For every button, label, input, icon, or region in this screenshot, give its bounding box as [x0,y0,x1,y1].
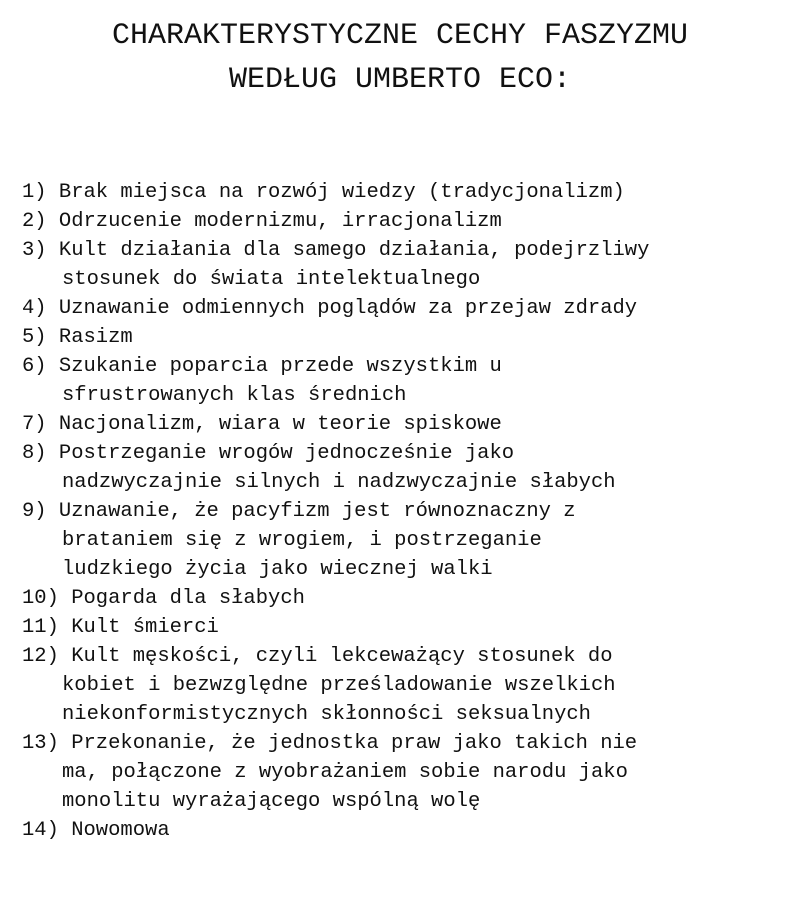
list-item [22,729,792,816]
list-item-text: 12) Kult męskości, czyli lekceważący stosunek do [22,645,613,668]
title-line: WEDŁUG UMBERTO ECO: [228,63,572,97]
list-item-continuation: nadzwyczajnie silnych i nadzwyczajnie słabych [62,471,616,494]
list-item-continuation: kobiet i bezwzględne prześladowanie wszelkich [62,674,616,697]
list-item-text: 10) Pogarda dla słabych [22,587,305,610]
list-item [22,294,792,323]
list-item [22,236,792,294]
fascism-traits-list [22,178,792,845]
list-item-text: 14) Nowomowa [22,819,170,842]
list-item-text: 11) Kult śmierci [22,616,219,639]
list-item-continuation: ma, połączone z wyobrażaniem sobie narodu jako [62,761,628,784]
list-item-text: 1) Brak miejsca na rozwój wiedzy (tradycjonalizm) [22,181,625,204]
list-item [22,207,792,236]
list-item [22,497,792,584]
list-item [22,352,792,410]
list-item-text: 6) Szukanie poparcia przede wszystkim u [22,355,502,378]
list-item-text: 5) Rasizm [22,326,133,349]
list-item-continuation: ludzkiego życia jako wiecznej walki [62,558,493,581]
list-item [22,584,792,613]
list-item [22,410,792,439]
list-item-continuation: brataniem się z wrogiem, i postrzeganie [62,529,542,552]
list-item [22,439,792,497]
list-item-continuation: monolitu wyrażającego wspólną wolę [62,790,481,813]
list-item-continuation: niekonformistycznych skłonności seksualnych [62,703,591,726]
list-item-text: 4) Uznawanie odmiennych poglądów za przejaw zdrady [22,297,638,320]
list-item-text: 2) Odrzucenie modernizmu, irracjonalizm [22,210,502,233]
list-item-text: 13) Przekonanie, że jednostka praw jako takich nie [22,732,638,755]
list-item [22,178,792,207]
list-item [22,613,792,642]
list-item [22,642,792,729]
list-item [22,323,792,352]
list-item-text: 9) Uznawanie, że pacyfizm jest równoznaczny z [22,500,576,523]
list-item [22,816,792,845]
list-item-text: 7) Nacjonalizm, wiara w teorie spiskowe [22,413,502,436]
list-item-continuation: stosunek do świata intelektualnego [62,268,481,291]
list-item-continuation: sfrustrowanych klas średnich [62,384,407,407]
title-line: CHARAKTERYSTYCZNE CECHY FASZYZMU [111,19,689,53]
document-title [0,14,800,102]
list-item-text: 3) Kult działania dla samego działania, podejrzliwy [22,239,650,262]
list-item-text: 8) Postrzeganie wrogów jednocześnie jako [22,442,515,465]
